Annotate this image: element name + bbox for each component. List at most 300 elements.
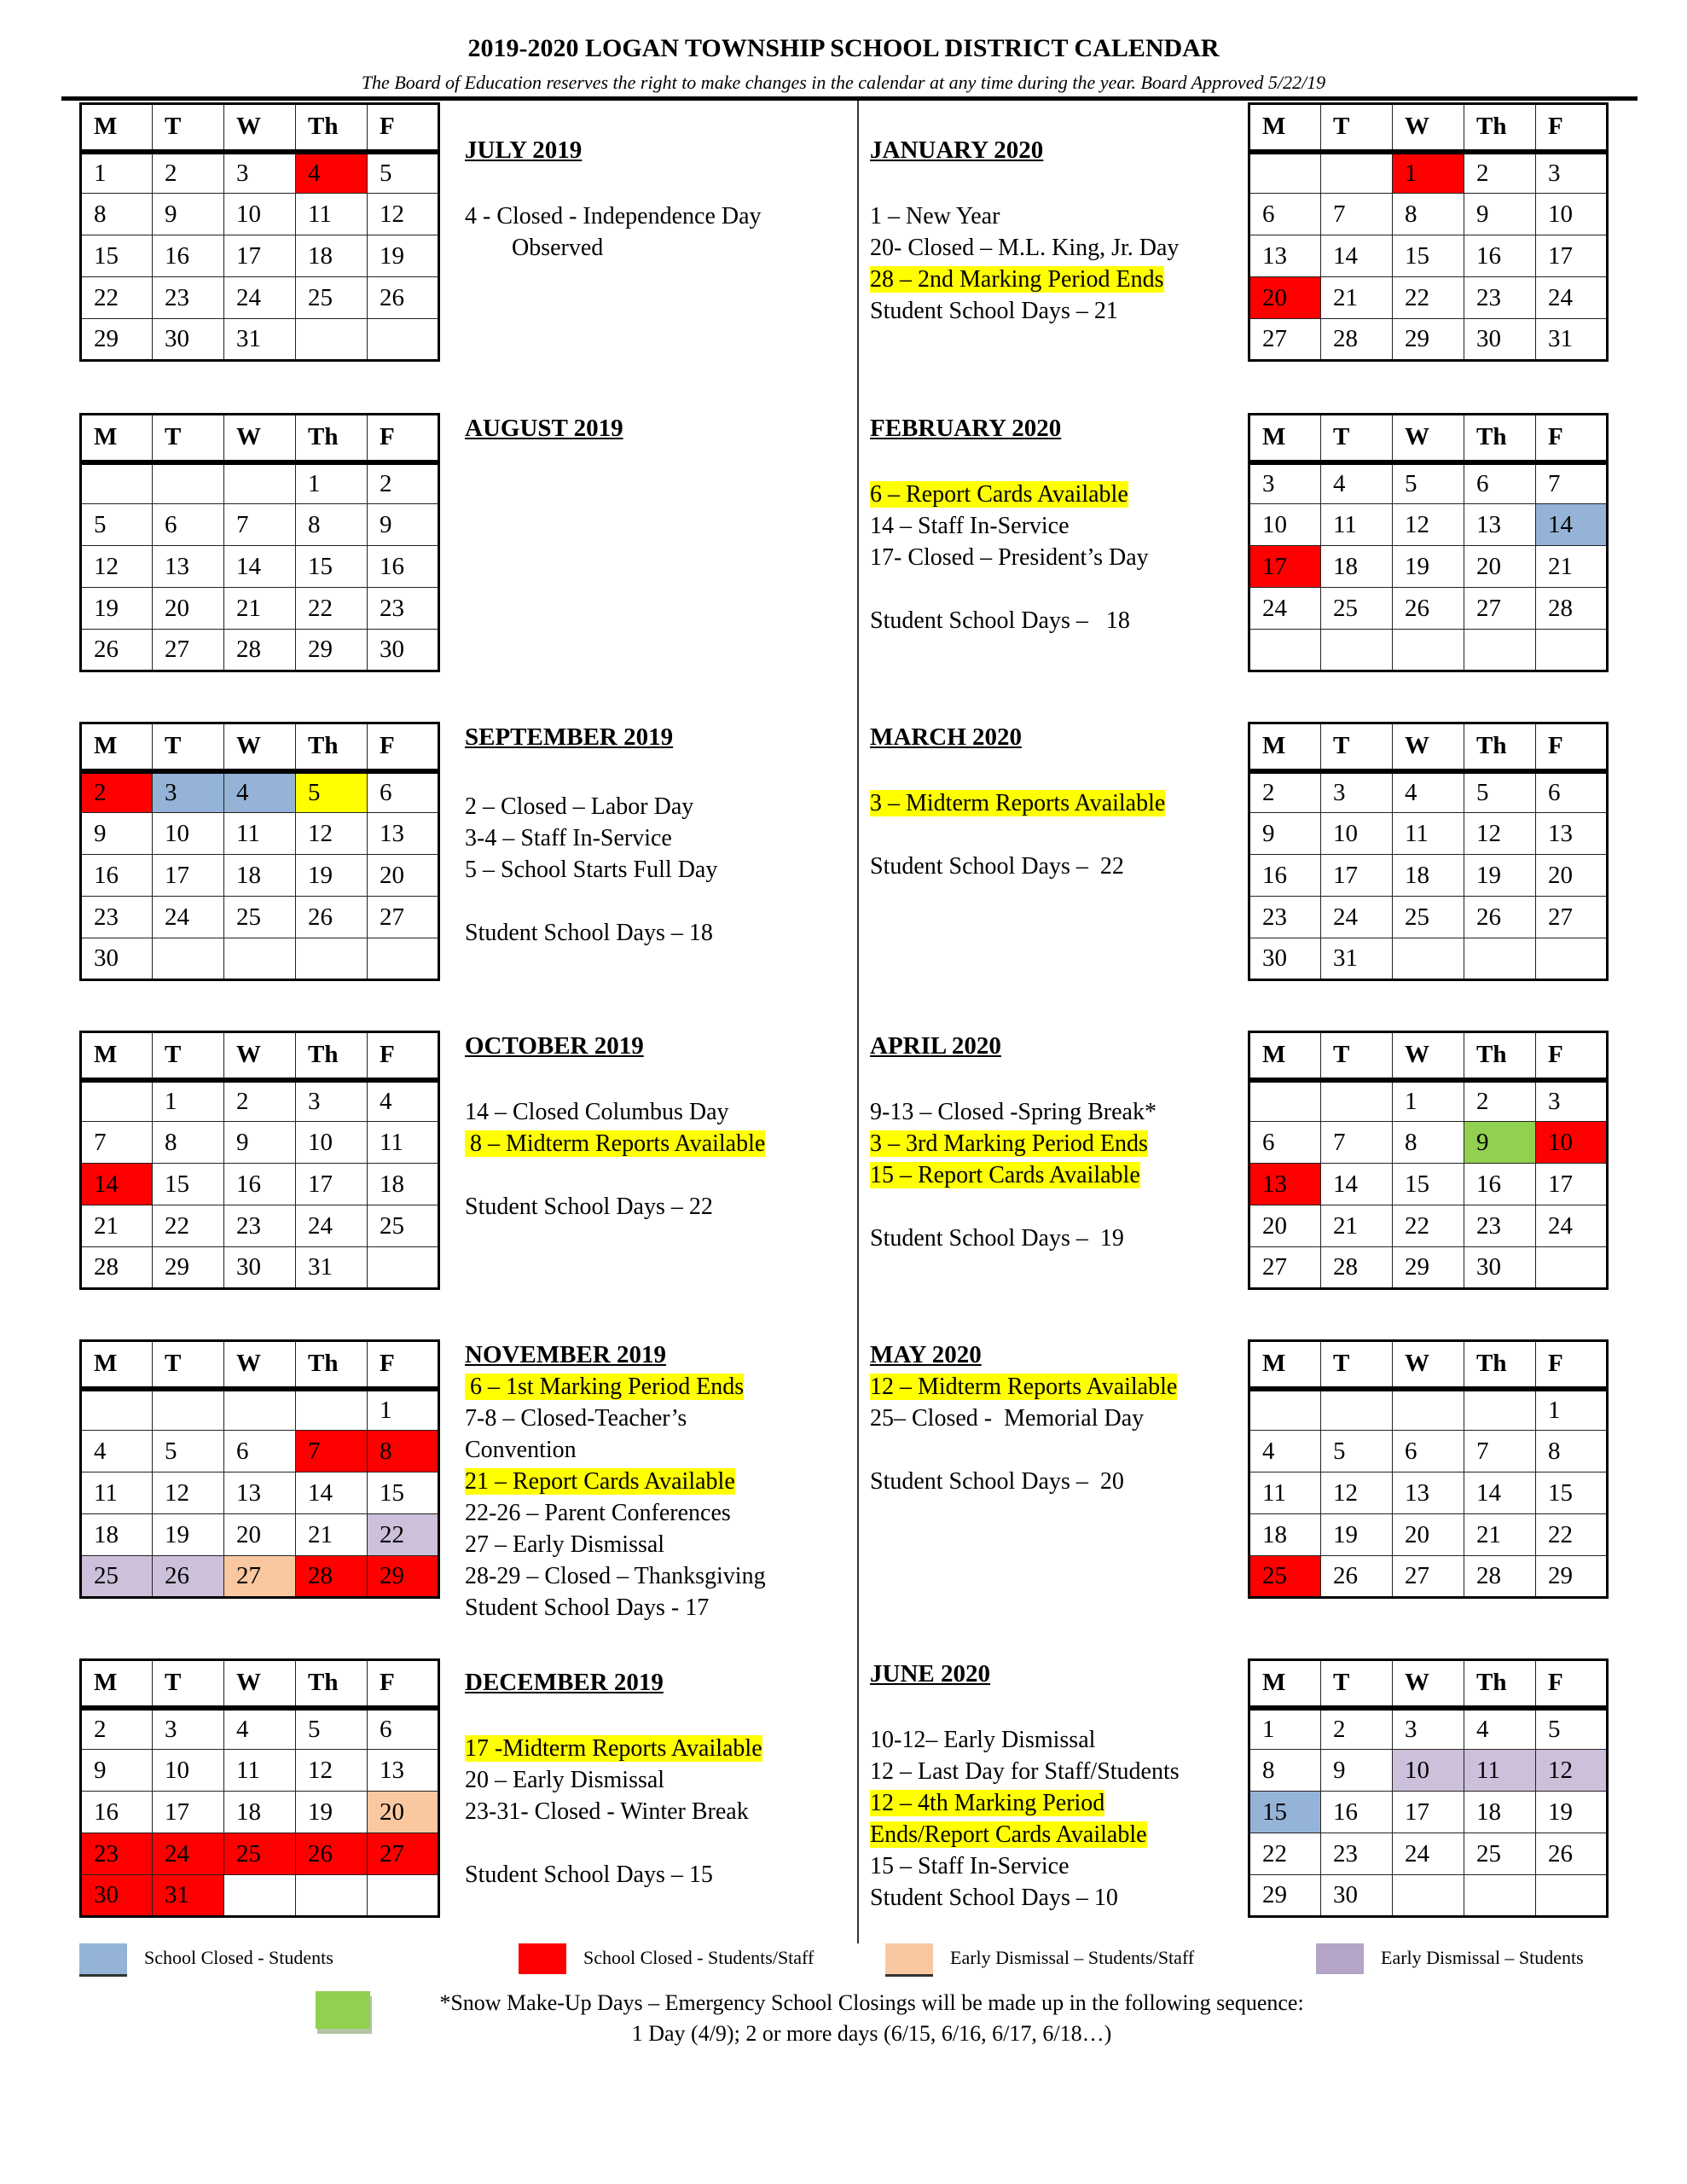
calendar-june-2020	[1248, 1658, 1609, 1918]
day-cell: 15	[1393, 1164, 1464, 1205]
day-cell: 27	[1393, 1556, 1464, 1598]
day-cell: 9	[224, 1122, 296, 1164]
note: Student School Days – 18	[870, 607, 1130, 634]
day-cell: 15	[296, 546, 368, 588]
day-cell: 9	[1321, 1750, 1393, 1792]
day-cell	[224, 938, 296, 980]
day-cell: 5	[296, 1708, 368, 1750]
day-cell: 24	[153, 897, 224, 938]
day-cell: 29	[1393, 319, 1464, 361]
day-cell	[153, 938, 224, 980]
weekday-header: T	[153, 104, 224, 152]
day-cell: 31	[296, 1247, 368, 1289]
day-cell	[1536, 1875, 1608, 1917]
note: 23-31- Closed - Winter Break	[465, 1798, 749, 1825]
weekday-header: W	[224, 415, 296, 462]
day-cell: 10	[1249, 504, 1321, 546]
weekday-header: M	[81, 1032, 153, 1080]
day-cell: 18	[81, 1514, 153, 1556]
notes-march-2020	[870, 722, 1245, 882]
weekday-header: T	[1321, 1341, 1393, 1389]
snow-makeup-text	[394, 1988, 1349, 2049]
day-cell-early-dismissal-students: 22	[368, 1514, 439, 1556]
day-cell: 27	[368, 897, 439, 938]
legend-item-early-dismissal-students-staff	[885, 1943, 1194, 1977]
note: 20- Closed – M.L. King, Jr. Day	[870, 235, 1180, 261]
day-cell: 15	[368, 1472, 439, 1514]
day-cell: 22	[153, 1205, 224, 1247]
day-cell: 27	[1249, 319, 1321, 361]
day-cell: 15	[1393, 235, 1464, 277]
weekday-header: Th	[296, 723, 368, 771]
day-cell-closed: 25	[224, 1833, 296, 1875]
day-cell: 9	[1249, 813, 1321, 855]
day-cell: 21	[224, 588, 296, 630]
note: Student School Days – 19	[870, 1225, 1124, 1252]
day-cell: 8	[1393, 1122, 1464, 1164]
legend-swatch-red	[519, 1943, 566, 1974]
day-cell: 21	[1536, 546, 1608, 588]
day-cell: 8	[1536, 1431, 1608, 1472]
weekday-header: Th	[296, 1032, 368, 1080]
day-cell: 19	[153, 1514, 224, 1556]
day-cell	[1249, 630, 1321, 671]
day-cell: 19	[368, 235, 439, 277]
day-cell-closed-students: 3	[153, 771, 224, 813]
notes-may-2020	[870, 1339, 1245, 1497]
day-cell: 17	[224, 235, 296, 277]
weekday-header: W	[1393, 104, 1464, 152]
day-cell: 1	[1393, 1080, 1464, 1122]
day-cell: 11	[1249, 1472, 1321, 1514]
day-cell	[1249, 1080, 1321, 1122]
note: 1 – New Year	[870, 203, 1000, 229]
day-cell: 23	[1249, 897, 1321, 938]
day-cell: 18	[368, 1164, 439, 1205]
note: Student School Days – 22	[465, 1194, 713, 1220]
notes-october-2019	[465, 1031, 840, 1223]
day-cell: 22	[1393, 1205, 1464, 1247]
note-highlighted: 17 -Midterm Reports Available	[465, 1735, 762, 1762]
day-cell-early-dismissal-students: 10	[1393, 1750, 1464, 1792]
day-cell-closed: 4	[296, 152, 368, 194]
day-cell: 12	[1464, 813, 1536, 855]
day-cell	[1536, 938, 1608, 980]
weekday-header: W	[1393, 723, 1464, 771]
day-cell	[224, 1875, 296, 1917]
day-cell: 17	[296, 1164, 368, 1205]
day-cell: 22	[1393, 277, 1464, 319]
note: Observed	[512, 235, 604, 261]
day-cell	[1464, 938, 1536, 980]
calendar-november-2019	[79, 1339, 440, 1599]
day-cell: 4	[81, 1431, 153, 1472]
weekday-header: M	[1249, 104, 1321, 152]
weekday-header: Th	[1464, 723, 1536, 771]
day-cell: 25	[296, 277, 368, 319]
day-cell: 5	[1393, 462, 1464, 504]
month-title: JANUARY 2020	[870, 136, 1044, 164]
weekday-header: W	[224, 1660, 296, 1708]
day-cell: 9	[1464, 194, 1536, 235]
day-cell: 11	[1393, 813, 1464, 855]
month-title: MARCH 2020	[870, 723, 1023, 751]
day-cell: 20	[1536, 855, 1608, 897]
day-cell: 29	[81, 319, 153, 361]
day-cell-early-dismissal-students: 11	[1464, 1750, 1536, 1792]
day-cell: 4	[1464, 1708, 1536, 1750]
day-cell: 18	[1321, 546, 1393, 588]
day-cell: 2	[1464, 1080, 1536, 1122]
note: 22-26 – Parent Conferences	[465, 1500, 731, 1526]
note: Student School Days – 10	[870, 1885, 1118, 1911]
day-cell: 16	[81, 1792, 153, 1833]
month-title: MAY 2020	[870, 1341, 982, 1368]
month-title: NOVEMBER 2019	[465, 1341, 667, 1368]
notes-july-2019	[465, 135, 840, 264]
day-cell: 9	[81, 813, 153, 855]
color-legend	[79, 1943, 1625, 1991]
legend-swatch-green	[316, 1991, 370, 2029]
day-cell-closed: 8	[368, 1431, 439, 1472]
day-cell: 23	[153, 277, 224, 319]
day-cell: 12	[153, 1472, 224, 1514]
day-cell: 10	[1536, 194, 1608, 235]
day-cell: 1	[1536, 1389, 1608, 1431]
day-cell-closed: 27	[368, 1833, 439, 1875]
day-cell: 11	[81, 1472, 153, 1514]
day-cell: 6	[368, 771, 439, 813]
day-cell: 21	[1321, 277, 1393, 319]
day-cell: 30	[1464, 319, 1536, 361]
weekday-header: W	[1393, 415, 1464, 462]
day-cell: 3	[153, 1708, 224, 1750]
day-cell	[1321, 1389, 1393, 1431]
calendar-march-2020	[1248, 722, 1609, 981]
notes-december-2019	[465, 1667, 840, 1891]
day-cell: 23	[224, 1205, 296, 1247]
weekday-header: T	[1321, 1660, 1393, 1708]
note: 3-4 – Staff In-Service	[465, 825, 672, 851]
day-cell: 18	[296, 235, 368, 277]
day-cell: 19	[1321, 1514, 1393, 1556]
day-cell: 20	[224, 1514, 296, 1556]
notes-june-2020	[870, 1658, 1245, 1914]
weekday-header: T	[1321, 104, 1393, 152]
weekday-header: W	[224, 104, 296, 152]
day-cell: 29	[1393, 1247, 1464, 1289]
weekday-header: M	[1249, 1341, 1321, 1389]
weekday-header: F	[1536, 104, 1608, 152]
day-cell: 18	[1249, 1514, 1321, 1556]
weekday-header: W	[224, 1341, 296, 1389]
day-cell: 8	[153, 1122, 224, 1164]
day-cell: 27	[153, 630, 224, 671]
day-cell: 20	[153, 588, 224, 630]
day-cell: 15	[1536, 1472, 1608, 1514]
day-cell: 13	[1393, 1472, 1464, 1514]
day-cell: 20	[1393, 1514, 1464, 1556]
note: 14 – Closed Columbus Day	[465, 1099, 729, 1125]
day-cell: 11	[224, 1750, 296, 1792]
day-cell: 28	[1536, 588, 1608, 630]
legend-label: School Closed - Students/Staff	[583, 1947, 815, 1968]
day-cell	[1464, 1389, 1536, 1431]
day-cell: 13	[153, 546, 224, 588]
snow-makeup-line1: *Snow Make-Up Days – Emergency School Closings will be made up in the following sequence:	[439, 1990, 1304, 2015]
day-cell: 29	[296, 630, 368, 671]
day-cell: 30	[368, 630, 439, 671]
day-cell: 10	[153, 1750, 224, 1792]
note: 27 – Early Dismissal	[465, 1531, 665, 1558]
weekday-header: F	[368, 1032, 439, 1080]
day-cell-closed-students: 4	[224, 771, 296, 813]
day-cell-closed: 13	[1249, 1164, 1321, 1205]
day-cell	[1393, 630, 1464, 671]
day-cell: 10	[1321, 813, 1393, 855]
day-cell	[1249, 152, 1321, 194]
legend-swatch-lilac	[1316, 1943, 1364, 1974]
day-cell: 16	[368, 546, 439, 588]
day-cell: 2	[224, 1080, 296, 1122]
day-cell: 7	[1536, 462, 1608, 504]
weekday-header: M	[81, 1341, 153, 1389]
weekday-header: M	[81, 1660, 153, 1708]
day-cell: 30	[1249, 938, 1321, 980]
notes-august-2019	[465, 413, 840, 479]
month-title: JUNE 2020	[870, 1660, 990, 1687]
day-cell: 1	[296, 462, 368, 504]
day-cell: 6	[224, 1431, 296, 1472]
day-cell: 3	[1321, 771, 1393, 813]
day-cell-closed: 10	[1536, 1122, 1608, 1164]
day-cell: 31	[224, 319, 296, 361]
weekday-header: F	[1536, 723, 1608, 771]
day-cell-early-dismissal-students: 25	[81, 1556, 153, 1598]
day-cell: 18	[224, 1792, 296, 1833]
day-cell	[153, 462, 224, 504]
day-cell: 3	[1536, 152, 1608, 194]
weekday-header: Th	[296, 1660, 368, 1708]
day-cell: 21	[1321, 1205, 1393, 1247]
day-cell: 8	[296, 504, 368, 546]
day-cell: 14	[296, 1472, 368, 1514]
day-cell: 14	[1321, 235, 1393, 277]
day-cell: 2	[368, 462, 439, 504]
day-cell: 13	[1464, 504, 1536, 546]
day-cell: 6	[368, 1708, 439, 1750]
day-cell: 3	[1249, 462, 1321, 504]
day-cell: 6	[153, 504, 224, 546]
day-cell	[224, 1389, 296, 1431]
day-cell: 13	[1249, 235, 1321, 277]
center-divider	[857, 101, 859, 1943]
day-cell-closed: 31	[153, 1875, 224, 1917]
day-cell	[1536, 1247, 1608, 1289]
day-cell: 22	[1536, 1514, 1608, 1556]
note: 9-13 – Closed -Spring Break*	[870, 1099, 1157, 1125]
note: Student School Days – 21	[870, 298, 1118, 324]
day-cell-closed: 30	[81, 1875, 153, 1917]
day-cell-closed: 7	[296, 1431, 368, 1472]
day-cell: 19	[1464, 855, 1536, 897]
day-cell: 14	[224, 546, 296, 588]
day-cell: 20	[1249, 1205, 1321, 1247]
legend-item-closed-students	[79, 1943, 333, 1977]
day-cell: 12	[81, 546, 153, 588]
weekday-header: M	[1249, 1660, 1321, 1708]
day-cell: 11	[296, 194, 368, 235]
note: 5 – School Starts Full Day	[465, 857, 718, 883]
day-cell: 28	[1321, 319, 1393, 361]
weekday-header: T	[1321, 1032, 1393, 1080]
day-cell: 30	[224, 1247, 296, 1289]
day-cell: 12	[368, 194, 439, 235]
day-cell: 26	[1393, 588, 1464, 630]
day-cell: 28	[81, 1247, 153, 1289]
day-cell: 30	[81, 938, 153, 980]
note-highlighted: 3 – 3rd Marking Period Ends	[870, 1130, 1148, 1157]
note-highlighted: 8 – Midterm Reports Available	[465, 1130, 765, 1157]
day-cell: 4	[1321, 462, 1393, 504]
weekday-header: Th	[296, 415, 368, 462]
day-cell: 17	[153, 855, 224, 897]
note-highlighted: 12 – 4th Marking Period	[870, 1790, 1105, 1816]
note: Student School Days - 17	[465, 1594, 710, 1621]
day-cell	[1321, 1080, 1393, 1122]
board-disclaimer: The Board of Education reserves the right to make changes in the calendar at any time during the year. Board Approved 5/22/19	[361, 72, 1326, 93]
note: 15 – Staff In-Service	[870, 1853, 1070, 1879]
day-cell: 17	[1393, 1792, 1464, 1833]
day-cell	[296, 938, 368, 980]
day-cell	[1393, 938, 1464, 980]
day-cell	[1393, 1875, 1464, 1917]
day-cell: 23	[81, 897, 153, 938]
weekday-header: M	[1249, 723, 1321, 771]
day-cell: 23	[1321, 1833, 1393, 1875]
weekday-header: Th	[1464, 1660, 1536, 1708]
legend-swatch-peach	[885, 1943, 933, 1977]
day-cell	[81, 1389, 153, 1431]
weekday-header: F	[1536, 1032, 1608, 1080]
note: 10-12– Early Dismissal	[870, 1727, 1096, 1753]
month-title: OCTOBER 2019	[465, 1032, 644, 1060]
day-cell: 27	[1249, 1247, 1321, 1289]
day-cell	[1393, 1389, 1464, 1431]
legend-item-early-dismissal-students	[1316, 1943, 1584, 1974]
calendar-september-2019	[79, 722, 440, 981]
day-cell-closed: 28	[296, 1556, 368, 1598]
note: 14 – Staff In-Service	[870, 513, 1070, 539]
legend-label: Early Dismissal – Students/Staff	[950, 1947, 1195, 1968]
day-cell: 25	[224, 897, 296, 938]
day-cell: 19	[81, 588, 153, 630]
day-cell: 6	[1393, 1431, 1464, 1472]
day-cell: 29	[1249, 1875, 1321, 1917]
day-cell: 23	[1464, 277, 1536, 319]
day-cell: 26	[368, 277, 439, 319]
day-cell: 19	[296, 855, 368, 897]
note-highlighted: 6 – Report Cards Available	[870, 481, 1128, 508]
day-cell: 12	[1393, 504, 1464, 546]
day-cell: 31	[1536, 319, 1608, 361]
day-cell: 22	[1249, 1833, 1321, 1875]
day-cell: 21	[296, 1514, 368, 1556]
day-cell: 4	[1393, 771, 1464, 813]
day-cell: 28	[224, 630, 296, 671]
day-cell: 2	[81, 1708, 153, 1750]
day-cell: 30	[153, 319, 224, 361]
note: Convention	[465, 1437, 577, 1463]
weekday-header: Th	[296, 104, 368, 152]
legend-label: School Closed - Students	[144, 1947, 333, 1968]
day-cell: 24	[1321, 897, 1393, 938]
day-cell: 24	[1536, 277, 1608, 319]
day-cell: 1	[153, 1080, 224, 1122]
note: 2 – Closed – Labor Day	[465, 793, 694, 820]
weekday-header: W	[1393, 1341, 1464, 1389]
legend-swatch-blue	[79, 1943, 127, 1977]
weekday-header: F	[1536, 1341, 1608, 1389]
weekday-header: F	[368, 1660, 439, 1708]
day-cell: 13	[224, 1472, 296, 1514]
day-cell: 5	[81, 504, 153, 546]
day-cell: 16	[153, 235, 224, 277]
month-title: SEPTEMBER 2019	[465, 723, 674, 751]
calendar-october-2019	[79, 1031, 440, 1290]
day-cell: 25	[368, 1205, 439, 1247]
day-cell: 5	[1464, 771, 1536, 813]
day-cell: 30	[1321, 1875, 1393, 1917]
note-highlighted: Ends/Report Cards Available	[870, 1821, 1147, 1848]
day-cell	[1464, 1875, 1536, 1917]
day-cell: 26	[1321, 1556, 1393, 1598]
day-cell: 6	[1464, 462, 1536, 504]
weekday-header: W	[1393, 1032, 1464, 1080]
day-cell: 19	[1536, 1792, 1608, 1833]
day-cell: 16	[1249, 855, 1321, 897]
day-cell: 2	[1321, 1708, 1393, 1750]
day-cell: 16	[1321, 1792, 1393, 1833]
day-cell: 5	[368, 152, 439, 194]
snow-makeup-line2: 1 Day (4/9); 2 or more days (6/15, 6/16, 6/17, 6/18…)	[631, 2021, 1112, 2046]
notes-april-2020	[870, 1031, 1245, 1254]
day-cell: 25	[1464, 1833, 1536, 1875]
day-cell: 22	[296, 588, 368, 630]
day-cell: 14	[1464, 1472, 1536, 1514]
weekday-header: T	[153, 1660, 224, 1708]
day-cell: 16	[81, 855, 153, 897]
day-cell: 11	[368, 1122, 439, 1164]
day-cell: 11	[224, 813, 296, 855]
note: 12 – Last Day for Staff/Students	[870, 1758, 1180, 1785]
note: 20 – Early Dismissal	[465, 1767, 665, 1793]
day-cell	[1536, 630, 1608, 671]
day-cell: 23	[1464, 1205, 1536, 1247]
day-cell-closed: 17	[1249, 546, 1321, 588]
note: 4 - Closed - Independence Day	[465, 203, 762, 229]
day-cell: 23	[368, 588, 439, 630]
day-cell: 13	[368, 1750, 439, 1792]
day-cell	[1321, 630, 1393, 671]
day-cell-closed: 24	[153, 1833, 224, 1875]
calendar-august-2019	[79, 413, 440, 672]
month-title: FEBRUARY 2020	[870, 415, 1062, 442]
day-cell: 11	[1321, 504, 1393, 546]
day-cell: 15	[81, 235, 153, 277]
calendar-december-2019	[79, 1658, 440, 1918]
note: Student School Days – 18	[465, 920, 713, 946]
